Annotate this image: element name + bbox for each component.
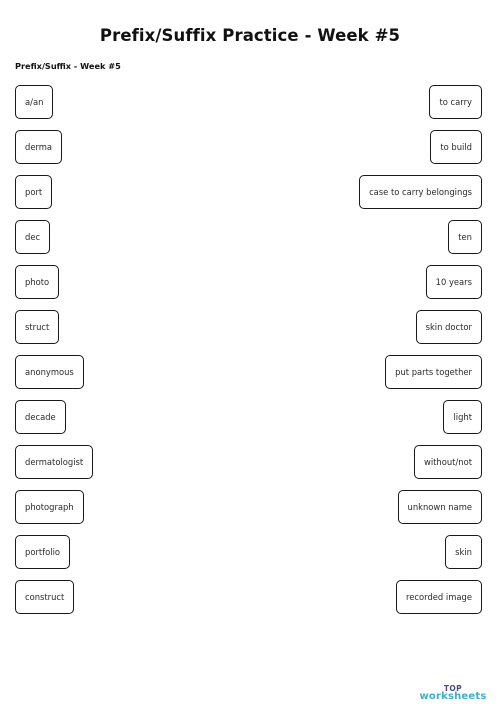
list-item [359, 265, 482, 310]
list-item [15, 580, 93, 625]
list-item [359, 85, 482, 130]
page-title: Prefix/Suffix Practice - Week #5 [99, 26, 401, 45]
list-item [15, 355, 93, 400]
list-item [15, 265, 93, 310]
list-item [359, 400, 482, 445]
meaning-card[interactable]: light [443, 400, 482, 434]
meaning-card[interactable]: 10 years [426, 265, 482, 299]
list-item [359, 490, 482, 535]
term-card[interactable]: port [15, 175, 52, 209]
list-item [359, 310, 482, 355]
term-card[interactable]: anonymous [15, 355, 84, 389]
meaning-card[interactable]: case to carry belongings [359, 175, 482, 209]
term-card[interactable]: portfolio [15, 535, 70, 569]
meaning-card[interactable]: to carry [429, 85, 482, 119]
meaning-card[interactable]: put parts together [385, 355, 482, 389]
list-item [15, 490, 93, 535]
prefix-term-column [15, 85, 93, 625]
list-item [15, 130, 93, 175]
meaning-card[interactable]: skin doctor [416, 310, 482, 344]
worksheet-subtitle: Prefix/Suffix - Week #5 [15, 61, 121, 71]
meaning-column [359, 85, 482, 625]
list-item [15, 85, 93, 130]
meaning-card[interactable]: recorded image [396, 580, 482, 614]
logo-top-text: TOP [443, 683, 463, 693]
meaning-card[interactable]: ten [448, 220, 482, 254]
list-item [359, 220, 482, 265]
term-card[interactable]: photo [15, 265, 59, 299]
term-card[interactable]: derma [15, 130, 62, 164]
term-card[interactable]: photograph [15, 490, 84, 524]
term-card[interactable]: decade [15, 400, 66, 434]
list-item [15, 445, 93, 490]
list-item [359, 445, 482, 490]
list-item [359, 580, 482, 625]
meaning-card[interactable]: skin [445, 535, 482, 569]
meaning-card[interactable]: to build [430, 130, 482, 164]
list-item [359, 535, 482, 580]
list-item [15, 310, 93, 355]
term-card[interactable]: dermatologist [15, 445, 93, 479]
list-item [15, 535, 93, 580]
term-card[interactable]: a/an [15, 85, 53, 119]
list-item [15, 175, 93, 220]
list-item [359, 175, 482, 220]
term-card[interactable]: struct [15, 310, 59, 344]
topworksheets-logo [418, 685, 488, 703]
list-item [15, 400, 93, 445]
meaning-card[interactable]: unknown name [398, 490, 482, 524]
term-card[interactable]: dec [15, 220, 50, 254]
list-item [359, 355, 482, 400]
logo-bottom-text: worksheets [419, 691, 487, 702]
list-item [359, 130, 482, 175]
meaning-card[interactable]: without/not [414, 445, 482, 479]
term-card[interactable]: construct [15, 580, 74, 614]
list-item [15, 220, 93, 265]
